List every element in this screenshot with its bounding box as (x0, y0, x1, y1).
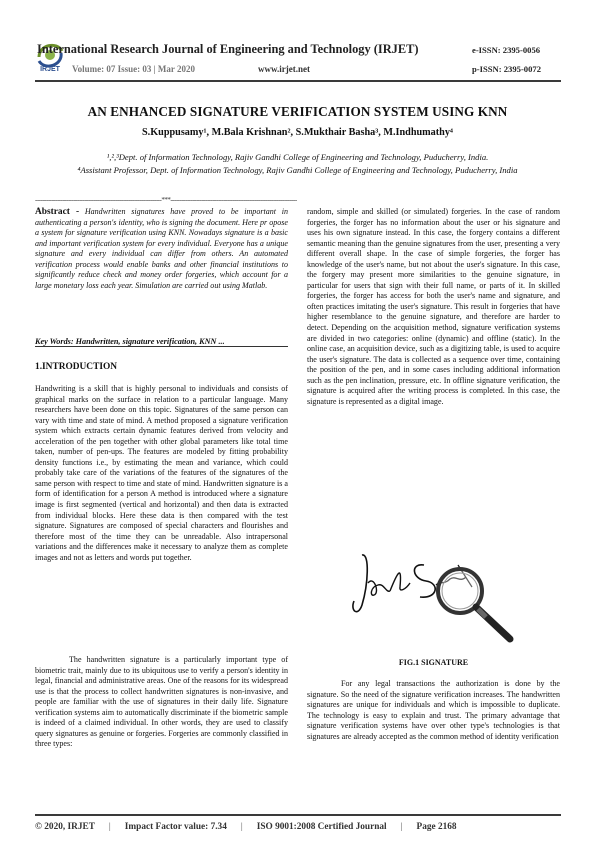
section-heading: 1.INTRODUCTION (35, 362, 118, 372)
intro-paragraph-3: random, simple and skilled (or simulated) forgeries. In the case of random forgeries, the forger has no information about the user or his signature and uses his own signature instead. In this case, the forgery contains a different semantic meaning than the genuine signatures from the user, presenting a very different overall shape. In the case of simple forgeries, the forger has knowledge of the user's name, but not about the user's signature. In this case, the forgery may present more similarities to the genuine signature, in particular for users that sign with their full name, or parts of it. In skilled forgeries, the forger has access for both the user's name and signature, and often practices imitating the user's signature. This result in forgeries that have higher resemblance to the genuine signature, and therefore are harder to detect. Depending on the acquisition method, signature verification systems are divided in two categories: online (dynamic) and offline (static). In the online case, an acquisition device, such as a digitizing table, is used to acquire the user's signature. The data is collected as a sequence over time, containing the position of the pen, and in some cases including additional information such as the pen inclination, pressure, etc. In offline signature verification, the signature is acquired after the writing process is completed. In this case, the signature is represented as a digital image. (307, 207, 560, 406)
paper-title: AN ENHANCED SIGNATURE VERIFICATION SYSTEM USING KNN (87, 104, 508, 119)
abstract-rule (35, 346, 288, 347)
abstract-text: Handwritten signatures have proved to be important in authenticating a person's identity, who is signing the document. Here pr opose a system for signature verification using KNN. Nowadays signature is a basic and important verification system for every individual. Everyone has a unique signature and every individual can differ from others. An automated verification process would enable banks and other financial institutions to significantly reduce check and money order forgeries, which account for a large monetary loss each year. Simulation are carried out using Matlab. (35, 207, 288, 290)
volume-issue: Volume: 07 Issue: 03 | Mar 2020 (72, 64, 195, 74)
p-issn: p-ISSN: 2395-0072 (472, 64, 541, 74)
keywords-text: Handwritten, signature verification, KNN ... (73, 337, 225, 346)
figure-caption: FIG.1 SIGNATURE (398, 658, 469, 667)
footer-page-number: Page 2168 (416, 822, 457, 832)
keywords-label: Key Words: (35, 337, 74, 346)
footer-impact-factor: Impact Factor value: 7.34 (124, 822, 227, 832)
author-list: S.Kuppusamy¹, M.Bala Krishnan², S.Mukthair Basha³, M.Indhumathy⁴ (142, 127, 453, 138)
footer-copyright: © 2020, IRJET (35, 822, 95, 832)
header-rule (35, 80, 561, 82)
intro-paragraph-1: Handwriting is a skill that is highly personal to individuals and consists of graphical marks on the surface in relation to a particular language. Many researchers have been done on this topic. Signatures of the same person can vary with time and state of mind. A method proposed a signature verification system which extracts certain dynamic features derived from velocity and acceleration of the pen together with other global parameters like total time taken, number of pen-ups. The features are modeled by fitting probability density functions i.e., by estimating the mean and variance, which could probably take care of the variations of the features of the signatures of the same person with respect to time and state of mind. Handwritten signature is a form of identification for a person A method is introduced where a signature image is first segmented (vertical and horizontal) and then data is extracted from individual blocks. Here these data is then compared with the test signature. Signatures are composed of special characters and flourishes and therefore most of the time they can be unreadable. Also intrapersonal variations and the differences make it necessary to analyze them as complete images and not as letters and words put together. (35, 384, 288, 562)
footer-iso: ISO 9001:2008 Certified Journal (256, 822, 387, 832)
logo-text: IRJET (40, 66, 60, 73)
footer-rule (35, 814, 561, 816)
affiliation-2: ⁴Assistant Professor, Dept. of Information Technology, Rajiv Gandhi College of Engineering and Technology, Puducherry, India (77, 165, 518, 175)
journal-website[interactable]: www.irjet.net (258, 64, 310, 74)
affiliation-1: ¹,²,³Dept. of Information Technology, Rajiv Gandhi College of Engineering and Technology, Puducherry, India. (106, 152, 489, 162)
intro-paragraph-4: For any legal transactions the authorization is done by the signature. So the need of the signature verification increases. The handwritten signatures are unique for individuals and which is impossible to duplicate. The technology is easy to explain and trust. The primary advantage that signature verification systems have over other type's technologies is that signatures are already accepted as the common method of identity verification (307, 679, 560, 741)
section-separator: ---------------------------------------------------------------------***--------------------------------------------------------------------- (35, 196, 297, 204)
abstract-block (35, 207, 288, 291)
abstract-label: Abstract - (35, 207, 80, 217)
signature-figure (340, 535, 530, 647)
page-footer: © 2020, IRJET | Impact Factor value: 7.34 | ISO 9001:2008 Certified Journal | Page 2168 (35, 822, 457, 832)
intro-paragraph-2: The handwritten signature is a particularly important type of biometric trait, mainly due to its ubiquitous use to verify a person's identity in legal, financial and administrative areas. One of the reasons for its widespread use is that the process to collect handwritten signatures is non-invasive, and people are familiar with the use of signatures in their daily life. Signature verification systems aim to automatically discriminate if the biometric sample is indeed of a claimed individual. In other words, they are used to classify query signatures as genuine or forgeries. Forgeries are commonly classified in three types: (35, 655, 288, 749)
journal-name: International Research Journal of Engineering and Technology (IRJET) (37, 42, 419, 56)
e-issn: e-ISSN: 2395-0056 (472, 45, 541, 55)
